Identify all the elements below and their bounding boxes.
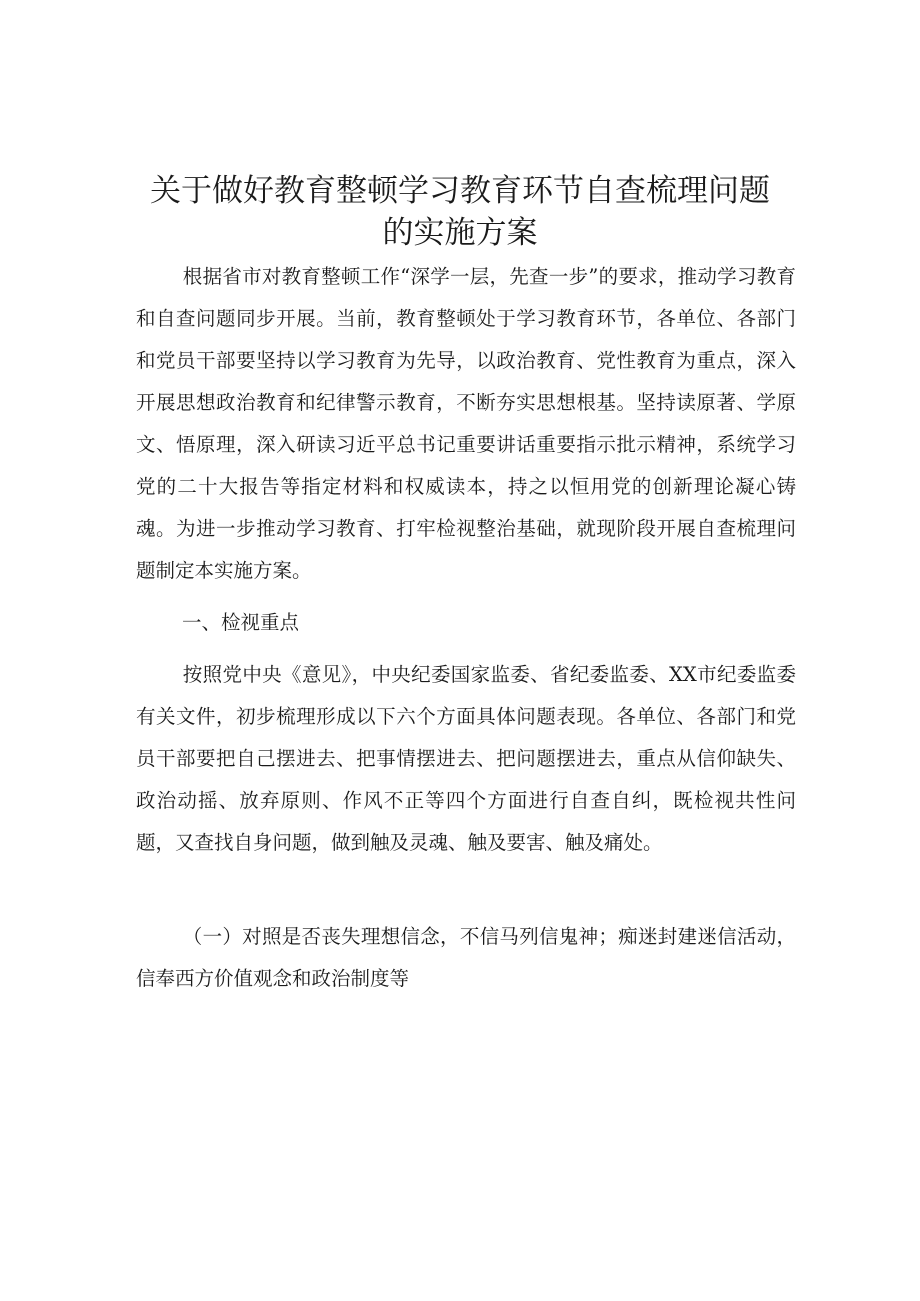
- title-line-2: 的实施方案: [382, 215, 538, 251]
- document-title: [120, 170, 800, 254]
- section-heading-1: 一、检视重点: [182, 611, 300, 634]
- section-1-paragraph: 按照党中央《意见》，中央纪委国家监委、省纪委监委、XX市纪委监委有关文件，初步梳理形成以下六个方面具体问题表现。各单位、各部门和党员干部要把自己摆进去、把事情摆进去、把问题摆进去，重点从信仰缺失、政治动摇、放弃原则、作风不正等四个方面进行自查自纠，既检视共性问题，又查找自身问题，做到触及灵魂、触及要害、触及痛处。: [136, 663, 796, 854]
- subsection-heading-1: （一）对照是否丧失理想信念，不信马列信鬼神；痴迷封建迷信活动，信奉西方价值观念和政治制度等: [136, 925, 796, 990]
- intro-paragraph: 根据省市对教育整顿工作“深学一层，先查一步”的要求，推动学习教育和自查问题同步开展。当前，教育整顿处于学习教育环节，各单位、各部门和党员干部要坚持以学习教育为先导，以政治教育、党性教育为重点，深入开展思想政治教育和纪律警示教育，不断夯实思想根基。坚持读原著、学原文、悟原理，深入研读习近平总书记重要讲话重要指示批示精神，系统学习党的二十大报告等指定材料和权威读本，持之以恒用党的创新理论凝心铸魂。为进一步推动学习教育、打牢检视整治基础，就现阶段开展自查梳理问题制定本实施方案。: [136, 265, 796, 582]
- title-line-1: 关于做好教育整顿学习教育环节自查梳理问题: [150, 173, 770, 209]
